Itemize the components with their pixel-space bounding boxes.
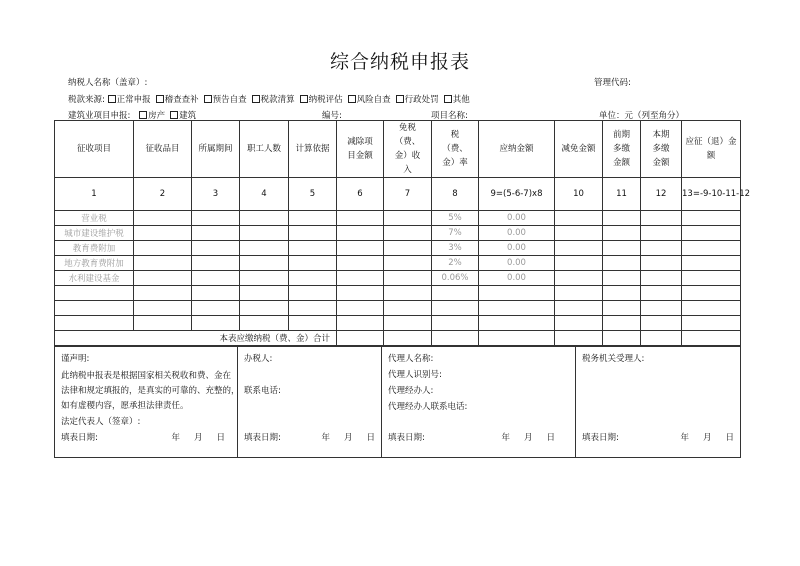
- input-cell[interactable]: [134, 241, 192, 256]
- tax-item-cell[interactable]: [55, 286, 134, 301]
- construction-label: 建筑业项目申报:: [68, 111, 131, 121]
- input-cell[interactable]: [192, 271, 240, 286]
- checkbox-icon[interactable]: [204, 95, 212, 103]
- tax-source-option[interactable]: [300, 95, 343, 105]
- input-cell[interactable]: [289, 256, 337, 271]
- year-label: 年: [171, 433, 180, 443]
- input-cell[interactable]: [384, 211, 432, 226]
- agent-id-label: 代理人识别号:: [388, 370, 442, 380]
- tax-source-option[interactable]: [348, 95, 391, 105]
- agent-cell: [382, 347, 576, 458]
- input-cell[interactable]: [603, 226, 641, 241]
- input-cell[interactable]: [337, 271, 384, 286]
- fill-date-label: 填表日期:: [244, 433, 281, 443]
- column-header: 免税（费、金）收入: [384, 121, 432, 178]
- construction-option-label: 房产: [148, 111, 166, 121]
- column-number: 13=-9-10-11-12: [682, 178, 741, 211]
- input-cell[interactable]: [555, 211, 603, 226]
- input-cell[interactable]: [289, 316, 337, 331]
- table-row: [55, 271, 741, 286]
- tax-item-cell[interactable]: [55, 301, 134, 316]
- checkbox-icon[interactable]: [170, 111, 178, 119]
- input-cell[interactable]: [289, 301, 337, 316]
- tax-source-option[interactable]: [396, 95, 439, 105]
- column-header: 应征（退）金额: [682, 121, 741, 178]
- checkbox-icon[interactable]: [300, 95, 308, 103]
- handler-cell: [238, 347, 382, 458]
- tax-item-cell[interactable]: [55, 316, 134, 331]
- tax-source-options: [108, 95, 475, 105]
- input-cell[interactable]: [603, 286, 641, 301]
- input-cell[interactable]: [682, 286, 741, 301]
- input-cell[interactable]: [289, 211, 337, 226]
- tax-source-option-label: 税款清算: [260, 95, 295, 105]
- column-header: 减免金额: [555, 121, 603, 178]
- page-title: 综合纳税申报表: [329, 51, 470, 73]
- total-cell[interactable]: [682, 331, 741, 346]
- input-cell[interactable]: [192, 256, 240, 271]
- input-cell[interactable]: [134, 226, 192, 241]
- month-label: 月: [343, 433, 353, 443]
- column-header: 征收项目: [55, 121, 134, 178]
- input-cell[interactable]: [641, 316, 682, 331]
- tax-rate-cell[interactable]: 3%: [432, 241, 479, 256]
- day-label: 日: [546, 433, 555, 443]
- input-cell[interactable]: [337, 301, 384, 316]
- fill-date-label: 填表日期:: [582, 433, 619, 443]
- checkbox-icon[interactable]: [444, 95, 452, 103]
- tax-office-label: 税务机关受理人:: [582, 354, 645, 364]
- fill-date-label: 填表日期:: [388, 433, 425, 443]
- input-cell[interactable]: [641, 256, 682, 271]
- fill-date-row: [244, 431, 375, 443]
- day-label: 日: [366, 433, 375, 443]
- fill-date-row: [61, 431, 231, 443]
- column-header: 计算依据: [289, 121, 337, 178]
- input-cell[interactable]: [134, 271, 192, 286]
- tax-rate-cell[interactable]: [432, 286, 479, 301]
- column-header: 职工人数: [240, 121, 289, 178]
- day-label: 日: [216, 433, 225, 443]
- input-cell[interactable]: [337, 256, 384, 271]
- checkbox-icon[interactable]: [252, 95, 260, 103]
- input-cell[interactable]: [337, 226, 384, 241]
- payable-amount-cell[interactable]: 0.00: [479, 211, 555, 226]
- declaration-footer: [54, 346, 741, 458]
- tax-item-cell[interactable]: 水利建设基金: [55, 271, 134, 286]
- input-cell[interactable]: [682, 316, 741, 331]
- column-header-row: [55, 121, 741, 178]
- input-cell[interactable]: [240, 301, 289, 316]
- payable-amount-cell[interactable]: 0.00: [479, 226, 555, 241]
- tax-declaration-table: [54, 120, 751, 346]
- column-number: 4: [240, 178, 289, 211]
- input-cell[interactable]: [384, 241, 432, 256]
- tax-rate-cell[interactable]: 5%: [432, 211, 479, 226]
- fill-date-row: [582, 431, 734, 443]
- declaration-cell: [55, 347, 238, 458]
- input-cell[interactable]: [337, 241, 384, 256]
- tax-rate-cell[interactable]: 0.06%: [432, 271, 479, 286]
- input-cell[interactable]: [555, 316, 603, 331]
- checkbox-icon[interactable]: [348, 95, 356, 103]
- table-row: [55, 256, 741, 271]
- input-cell[interactable]: [555, 301, 603, 316]
- column-header: 所属期间: [192, 121, 240, 178]
- input-cell[interactable]: [603, 256, 641, 271]
- input-cell[interactable]: [289, 226, 337, 241]
- input-cell[interactable]: [192, 211, 240, 226]
- input-cell[interactable]: [384, 256, 432, 271]
- input-cell[interactable]: [240, 241, 289, 256]
- input-cell[interactable]: [384, 301, 432, 316]
- input-cell[interactable]: [384, 286, 432, 301]
- column-number: 2: [134, 178, 192, 211]
- tax-source-option[interactable]: [252, 95, 295, 105]
- declaration-line: 如有虚稷内容，愿承担法律责任。: [61, 401, 189, 411]
- total-cell[interactable]: [432, 331, 479, 346]
- input-cell[interactable]: [240, 271, 289, 286]
- table-row: [55, 286, 741, 301]
- input-cell[interactable]: [134, 211, 192, 226]
- agent-contact-label: 代理经办人联系电话:: [388, 402, 468, 412]
- column-header: 本期多缴金额: [641, 121, 682, 178]
- column-number: 5: [289, 178, 337, 211]
- legal-rep-label: 法定代表人（签章）:: [61, 417, 141, 427]
- tax-source-option-label: 纳税评估: [308, 95, 343, 105]
- input-cell[interactable]: [603, 271, 641, 286]
- tax-item-cell[interactable]: 营业税: [55, 211, 134, 226]
- input-cell[interactable]: [192, 301, 240, 316]
- input-cell[interactable]: [240, 316, 289, 331]
- input-cell[interactable]: [384, 316, 432, 331]
- column-number: 11: [603, 178, 641, 211]
- input-cell[interactable]: [555, 241, 603, 256]
- input-cell[interactable]: [641, 241, 682, 256]
- fill-date-label: 填表日期:: [61, 433, 98, 443]
- tax-source-option-label: 风险自查: [356, 95, 391, 105]
- total-cell[interactable]: [337, 331, 384, 346]
- tax-source-option-label: 正常申报: [116, 95, 151, 105]
- input-cell[interactable]: [603, 301, 641, 316]
- tax-source-option[interactable]: [156, 95, 199, 105]
- input-cell[interactable]: [682, 301, 741, 316]
- input-cell[interactable]: [240, 226, 289, 241]
- input-cell[interactable]: [337, 211, 384, 226]
- handler-label: 办税人:: [244, 354, 273, 364]
- year-label: 年: [501, 433, 510, 443]
- column-header: 税（费、金）率: [432, 121, 479, 178]
- total-cell[interactable]: [384, 331, 432, 346]
- tax-item-cell[interactable]: 地方教育费附加: [55, 256, 134, 271]
- payable-amount-cell[interactable]: [479, 286, 555, 301]
- month-label: 月: [702, 433, 712, 443]
- column-number: 9=(5-6-7)x8: [479, 178, 555, 211]
- declaration-line: 法律和规定填报的，是真实的可靠的、充整的，: [61, 386, 240, 396]
- input-cell[interactable]: [134, 301, 192, 316]
- input-cell[interactable]: [555, 271, 603, 286]
- tax-rate-cell[interactable]: [432, 301, 479, 316]
- year-label: 年: [321, 433, 330, 443]
- input-cell[interactable]: [682, 271, 741, 286]
- tax-source-option-label: 其他: [452, 95, 470, 105]
- declaration-title: 谨声明:: [61, 354, 90, 364]
- fill-date-row: [388, 431, 569, 443]
- payable-amount-cell[interactable]: 0.00: [479, 271, 555, 286]
- input-cell[interactable]: [240, 211, 289, 226]
- input-cell[interactable]: [192, 241, 240, 256]
- input-cell[interactable]: [682, 256, 741, 271]
- input-cell[interactable]: [682, 241, 741, 256]
- input-cell[interactable]: [682, 226, 741, 241]
- column-number: 7: [384, 178, 432, 211]
- input-cell[interactable]: [603, 316, 641, 331]
- column-header: 减除项目金额: [337, 121, 384, 178]
- input-cell[interactable]: [555, 256, 603, 271]
- tax-office-cell: [576, 347, 741, 458]
- input-cell[interactable]: [134, 256, 192, 271]
- agent-name-label: 代理人名称:: [388, 354, 434, 364]
- column-number: 10: [555, 178, 603, 211]
- checkbox-icon[interactable]: [139, 111, 147, 119]
- construction-option-label: 建筑: [179, 111, 197, 121]
- year-label: 年: [680, 433, 689, 443]
- taxpayer-name-label: 纳税人名称（盖章）:: [68, 78, 148, 88]
- total-cell[interactable]: [479, 331, 555, 346]
- column-number: 6: [337, 178, 384, 211]
- input-cell[interactable]: [289, 286, 337, 301]
- day-label: 日: [725, 433, 734, 443]
- input-cell[interactable]: [641, 271, 682, 286]
- table-row: [55, 316, 741, 331]
- input-cell[interactable]: [603, 241, 641, 256]
- tax-source-option[interactable]: [444, 95, 470, 105]
- month-label: 月: [193, 433, 203, 443]
- total-cell[interactable]: [603, 331, 641, 346]
- input-cell[interactable]: [192, 316, 240, 331]
- input-cell[interactable]: [384, 226, 432, 241]
- column-number: 8: [432, 178, 479, 211]
- table-row: [55, 226, 741, 241]
- input-cell[interactable]: [134, 316, 192, 331]
- input-cell[interactable]: [192, 286, 240, 301]
- management-code-label: 管理代码:: [594, 78, 631, 88]
- total-label: 本表应缴纳税（费、金）合计: [55, 331, 337, 346]
- total-row: [55, 331, 741, 346]
- serial-label: 编号:: [322, 111, 342, 121]
- agent-handler-label: 代理经办人:: [388, 386, 434, 396]
- declaration-line: 此纳税申报表是根据国家相关税收和费、金在: [61, 371, 232, 381]
- input-cell[interactable]: [603, 211, 641, 226]
- column-number: 12: [641, 178, 682, 211]
- tax-item-cell[interactable]: 教育费附加: [55, 241, 134, 256]
- column-number-row: [55, 178, 741, 211]
- input-cell[interactable]: [384, 271, 432, 286]
- tax-rate-cell[interactable]: 2%: [432, 256, 479, 271]
- input-cell[interactable]: [337, 316, 384, 331]
- tax-source-row: [68, 93, 475, 105]
- input-cell[interactable]: [134, 286, 192, 301]
- payable-amount-cell[interactable]: [479, 301, 555, 316]
- payable-amount-cell[interactable]: [479, 316, 555, 331]
- input-cell[interactable]: [682, 211, 741, 226]
- input-cell[interactable]: [289, 241, 337, 256]
- table-row: [55, 211, 741, 226]
- tax-rate-cell[interactable]: [432, 316, 479, 331]
- tax-source-option-label: 行政处罚: [404, 95, 439, 105]
- table-row: [55, 301, 741, 316]
- checkbox-icon[interactable]: [108, 95, 116, 103]
- input-cell[interactable]: [641, 301, 682, 316]
- column-header: 应纳金额: [479, 121, 555, 178]
- total-cell[interactable]: [555, 331, 603, 346]
- month-label: 月: [523, 433, 533, 443]
- input-cell[interactable]: [555, 226, 603, 241]
- checkbox-icon[interactable]: [156, 95, 164, 103]
- input-cell[interactable]: [641, 211, 682, 226]
- input-cell[interactable]: [641, 226, 682, 241]
- project-name-label: 项目名称:: [431, 111, 468, 121]
- unit-label: 单位：元（列至角分）: [599, 111, 685, 121]
- tax-source-option-label: 预告自查: [212, 95, 247, 105]
- table-row: [55, 241, 741, 256]
- payable-amount-cell[interactable]: 0.00: [479, 241, 555, 256]
- tax-source-option-label: 稽查查补: [164, 95, 199, 105]
- tax-source-option[interactable]: [204, 95, 247, 105]
- column-header: 前期多缴金额: [603, 121, 641, 178]
- tax-item-cell[interactable]: 城市建设维护税: [55, 226, 134, 241]
- input-cell[interactable]: [555, 286, 603, 301]
- payable-amount-cell[interactable]: 0.00: [479, 256, 555, 271]
- input-cell[interactable]: [289, 271, 337, 286]
- input-cell[interactable]: [240, 286, 289, 301]
- tax-source-label: 税款来源:: [68, 95, 105, 105]
- input-cell[interactable]: [240, 256, 289, 271]
- column-header: 征收品目: [134, 121, 192, 178]
- column-number: 3: [192, 178, 240, 211]
- contact-label: 联系电话:: [244, 386, 281, 396]
- tax-source-option[interactable]: [108, 95, 151, 105]
- checkbox-icon[interactable]: [396, 95, 404, 103]
- total-cell[interactable]: [641, 331, 682, 346]
- tax-rate-cell[interactable]: 7%: [432, 226, 479, 241]
- input-cell[interactable]: [337, 286, 384, 301]
- input-cell[interactable]: [641, 286, 682, 301]
- input-cell[interactable]: [192, 226, 240, 241]
- column-number: 1: [55, 178, 134, 211]
